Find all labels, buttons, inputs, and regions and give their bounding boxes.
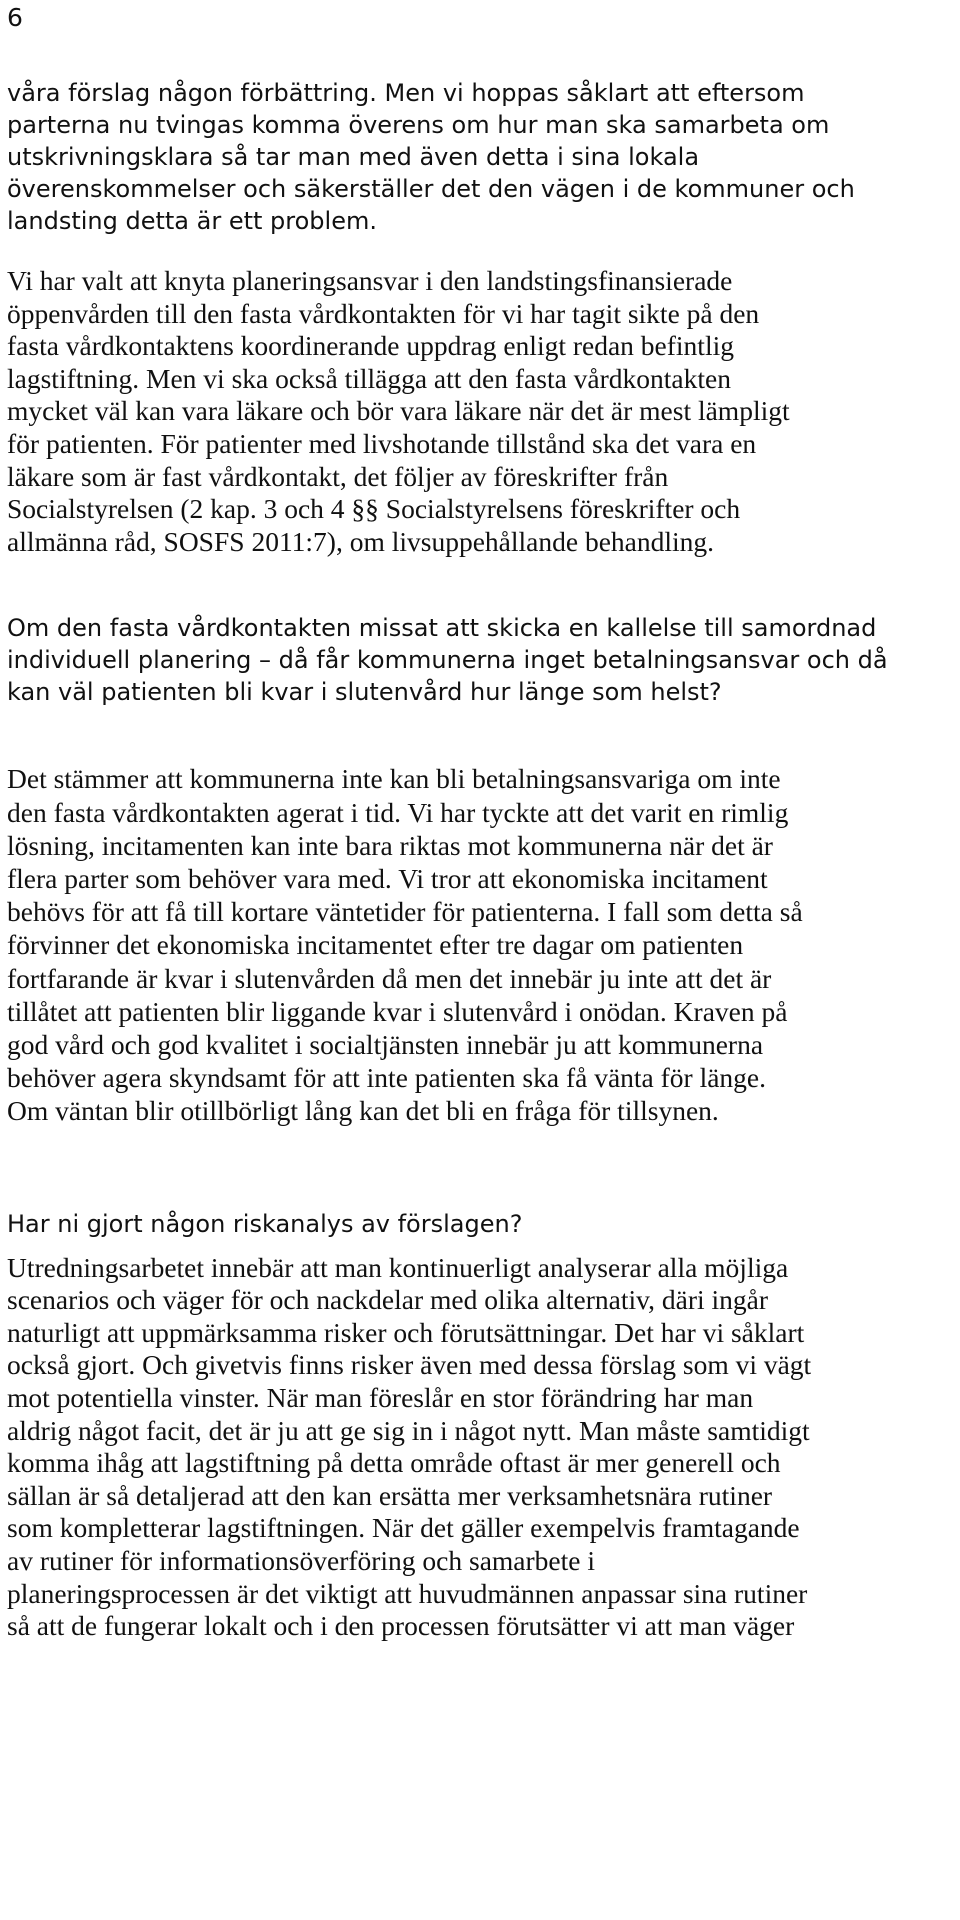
answer-payment-responsibility: Det stämmer att kommunerna inte kan bli betalningsansvariga om inte den fasta vårdkontakten agerat i tid. Vi har tyckte att det varit en rimlig lösning, incitamenten kan inte bara riktas mot kommunerna när det är flera parter som behöver vara med. Vi tror att ekonomiska incitament behövs för att få till kortare väntetider för patienterna. I fall som detta så förvinner det ekonomiska incitamentet efter tre dagar om patienten fortfarande är kvar i slutenvården då men det innebär ju inte att det är tillåtet att patienten blir liggande kvar i slutenvård i onödan. Kraven på god vård och god kvalitet i socialtjänsten innebär ju att kommunerna behöver agera skyndsamt för att inte patienten ska få vänta för länge. Om väntan blir otillbörligt lång kan det bli en fråga för tillsynen. — [7, 763, 803, 1127]
paragraph-planning-responsibility: Vi har valt att knyta planeringsansvar i den landstingsfinansierade öppenvården till den fasta vårdkontakten för vi har tagit sikte på den fasta vårdkontaktens koordinerande uppdrag enligt redan befintlig lagstiftning. Men vi ska också tillägga att den fasta vårdkontakten mycket väl kan vara läkare och bör vara läkare när det är mest lämpligt för patienten. För patienter med livshotande tillstånd ska det vara en läkare som är fast vårdkontakt, det följer av föreskrifter från Socialstyrelsen (2 kap. 3 och 4 §§ Socialstyrelsens föreskrifter och allmänna råd, SOSFS 2011:7), om livsuppehållande behandling. — [7, 265, 790, 557]
question-missed-invitation: Om den fasta vårdkontakten missat att skicka en kallelse till samordnad individuell planering – då får kommunerna inget betalningsansvar och då kan väl patienten bli kvar i slutenvård hur länge som helst? — [7, 614, 888, 707]
question-risk-analysis: Har ni gjort någon riskanalys av förslagen? — [7, 1209, 523, 1238]
document-page — [7, 77, 953, 1643]
page-number: 6 — [7, 3, 23, 32]
paragraph-intro: våra förslag någon förbättring. Men vi hoppas såklart att eftersom parterna nu tvingas komma överens om hur man ska samarbeta om utskrivningsklara så tar man med även detta i sina lokala överenskommelser och säkerställer det den vägen i de kommuner och landsting detta är ett problem. — [7, 79, 855, 235]
answer-risk-analysis: Utredningsarbetet innebär att man kontinuerligt analyserar alla möjliga scenarios och väger för och nackdelar med olika alternativ, däri ingår naturligt att uppmärksamma risker och förutsättningar. Det har vi såklart också gjort. Och givetvis finns risker även med dessa förslag som vi vägt mot potentiella vinster. När man föreslår en stor förändring har man aldrig något facit, det är ju att ge sig in i något nytt. Man måste samtidigt komma ihåg att lagstiftning på detta område oftast är mer generell och sällan är så detaljerad att den kan ersätta mer verksamhetsnära rutiner som kompletterar lagstiftningen. När det gäller exempelvis framtagande av rutiner för informationsöverföring och samarbete i planeringsprocessen är det viktigt att huvudmännen anpassar sina rutiner så att de fungerar lokalt och i den processen förutsätter vi att man väger — [7, 1251, 812, 1642]
